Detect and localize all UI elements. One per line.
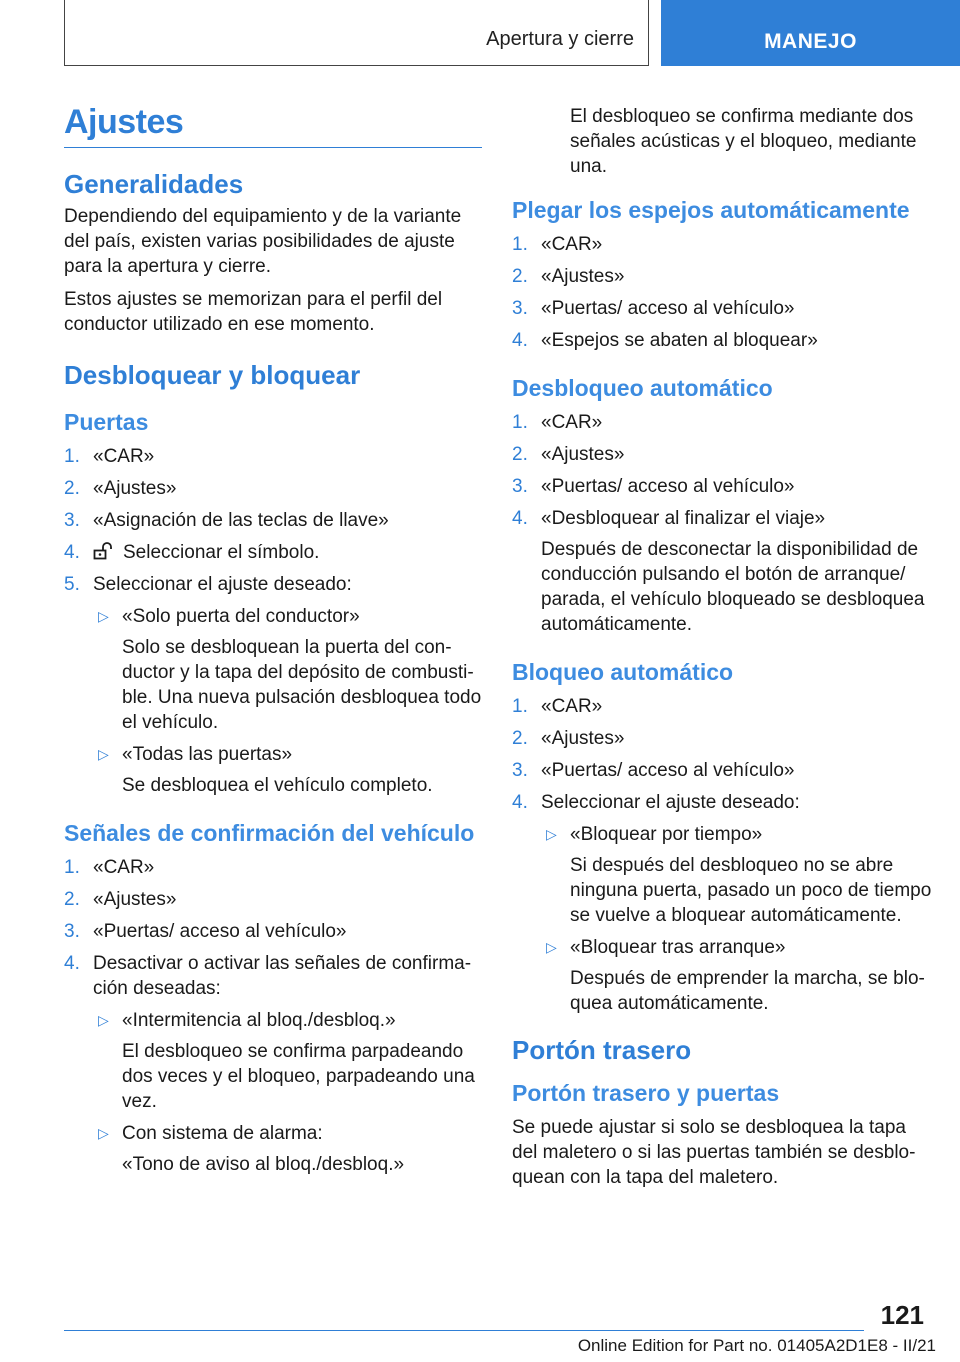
subheading-mirrors: Plegar los espejos automáticamente — [512, 197, 910, 223]
steps-list-signals — [64, 855, 482, 1177]
unlock-icon — [93, 542, 115, 560]
options-list — [93, 604, 482, 798]
paragraph: Se puede ajustar si solo se desbloquea la tapa del maletero o si las puertas también se desbloquean con la tapa del maletero. — [512, 1117, 916, 1188]
section-heading-general: Generalidades — [64, 169, 244, 199]
list-item: 3. «Puertas/ acceso al vehículo» — [512, 760, 795, 781]
list-item: 1. «CAR» — [512, 412, 603, 433]
triangle-bullet-icon: ▷ — [98, 608, 109, 624]
triangle-bullet-icon: ▷ — [546, 826, 557, 842]
list-item: 4. «Desbloquear al finalizar el viaje» Después de desconectar la disponibilidad de conducción pulsando el botón de arranque/ parada, el vehículo bloqueado se desbloquea automáticamente. — [512, 508, 925, 635]
footer-edition: Online Edition for Part no. 01405A2D1E8 - II/21 — [577, 1336, 936, 1355]
options-list — [93, 1008, 482, 1177]
left-column — [64, 100, 482, 1184]
list-item: 2. «Ajustes» — [64, 889, 177, 910]
header-chapter-tab[interactable]: MANEJO — [661, 0, 960, 66]
subheading-doors: Puertas — [64, 409, 149, 435]
list-item: 3. «Puertas/ acceso al vehículo» — [512, 298, 795, 319]
option-item: ▷ «Intermitencia al bloq./desbloq.» El desbloqueo se confirma parpadeando dos veces y el bloqueo, parpadeando una vez. — [98, 1010, 475, 1112]
header-section-box — [64, 0, 649, 66]
list-item: 3. «Asignación de las teclas de llave» — [64, 510, 389, 531]
paragraph: Dependiendo del equipamiento y de la variante del país, existen varias posibilidades de ajuste para la apertura y cierre. — [64, 206, 462, 277]
right-column — [512, 100, 932, 1198]
list-item: 1. «CAR» — [512, 696, 603, 717]
list-item: 4. «Espejos se abaten al bloquear» — [512, 330, 818, 351]
footer-divider — [64, 1330, 864, 1331]
section-heading-tailgate: Portón trasero — [512, 1035, 692, 1065]
list-item: 1. «CAR» — [64, 857, 155, 878]
subheading-autolock: Bloqueo automático — [512, 659, 734, 685]
subheading-tailgate-doors: Portón trasero y puertas — [512, 1080, 780, 1106]
list-item: 2. «Ajustes» — [64, 478, 177, 499]
header-section-title: Apertura y cierre — [486, 28, 634, 50]
steps-list-autolock — [512, 694, 932, 1016]
page-number: 121 — [880, 1300, 924, 1330]
option-item: ▷ «Todas las puertas» Se desbloquea el vehículo completo. — [98, 744, 433, 796]
triangle-bullet-icon: ▷ — [546, 939, 557, 955]
list-item: 2. «Ajustes» — [512, 444, 625, 465]
steps-list-autounlock — [512, 410, 932, 637]
subheading-autounlock: Desbloqueo automático — [512, 375, 773, 401]
steps-list-mirrors — [512, 232, 932, 353]
option-item: ▷ «Solo puerta del conductor» Solo se desbloquean la puerta del conductor y la tapa del depósito de combustible. Una nueva pulsación desbloquea todo el vehículo. — [98, 606, 482, 733]
continued-text: El desbloqueo se confirma mediante dos señales acústicas y el bloqueo, mediante una. — [570, 106, 917, 177]
subheading-signals: Señales de confirmación del vehículo — [64, 820, 475, 846]
list-item: 5. Seleccionar el ajuste deseado: ▷ «Solo puerta del conductor» Solo se desbloquean la puerta del conductor y la tapa del depósito de combustible. Una nueva pulsación desbloquea todo el vehículo. ▷ «Todas las puertas» Se desbloquea el vehículo completo. — [64, 574, 482, 796]
list-item: 1. «CAR» — [512, 234, 603, 255]
list-item: 4. Seleccionar el símbolo. — [64, 542, 320, 563]
page-title: Ajustes — [64, 100, 482, 148]
list-item: 2. «Ajustes» — [512, 266, 625, 287]
list-item: 3. «Puertas/ acceso al vehículo» — [512, 476, 795, 497]
steps-list-doors — [64, 444, 482, 798]
option-item: ▷ Con sistema de alarma: «Tono de aviso al bloq./desbloq.» — [98, 1123, 405, 1175]
triangle-bullet-icon: ▷ — [98, 746, 109, 762]
list-item: 4. Seleccionar el ajuste deseado: ▷ «Bloquear por tiempo» Si después del desbloqueo no se abre ninguna puerta, pasado un poco de tiempo se vuelve a bloquear automáticamente. ▷ «Bloquear tras arranque» Después de emprender la marcha, se bloquea automáticamente. — [512, 792, 932, 1014]
section-heading-lock: Desbloquear y bloquear — [64, 360, 361, 390]
list-item: 4. Desactivar o activar las señales de confirmación deseadas: ▷ «Intermitencia al bloq./desbloq.» El desbloqueo se confirma parpadeando dos veces y el bloqueo, parpadeando una vez. ▷ Con sistema de alarma: «Tono de aviso al bloq./desbloq.» — [64, 951, 482, 1177]
option-item: ▷ «Bloquear por tiempo» Si después del desbloqueo no se abre ninguna puerta, pasado un poco de tiempo se vuelve a bloquear automáticamente. — [546, 824, 932, 926]
list-item: 1. «CAR» — [64, 446, 155, 467]
triangle-bullet-icon: ▷ — [98, 1012, 109, 1028]
list-item: 3. «Puertas/ acceso al vehículo» — [64, 921, 347, 942]
paragraph: Estos ajustes se memorizan para el perfil del conductor utilizado en ese momento. — [64, 289, 443, 335]
list-item: 2. «Ajustes» — [512, 728, 625, 749]
option-item: ▷ «Bloquear tras arranque» Después de emprender la marcha, se bloquea automáticamente. — [546, 937, 925, 1014]
triangle-bullet-icon: ▷ — [98, 1125, 109, 1141]
options-list — [541, 822, 932, 1016]
